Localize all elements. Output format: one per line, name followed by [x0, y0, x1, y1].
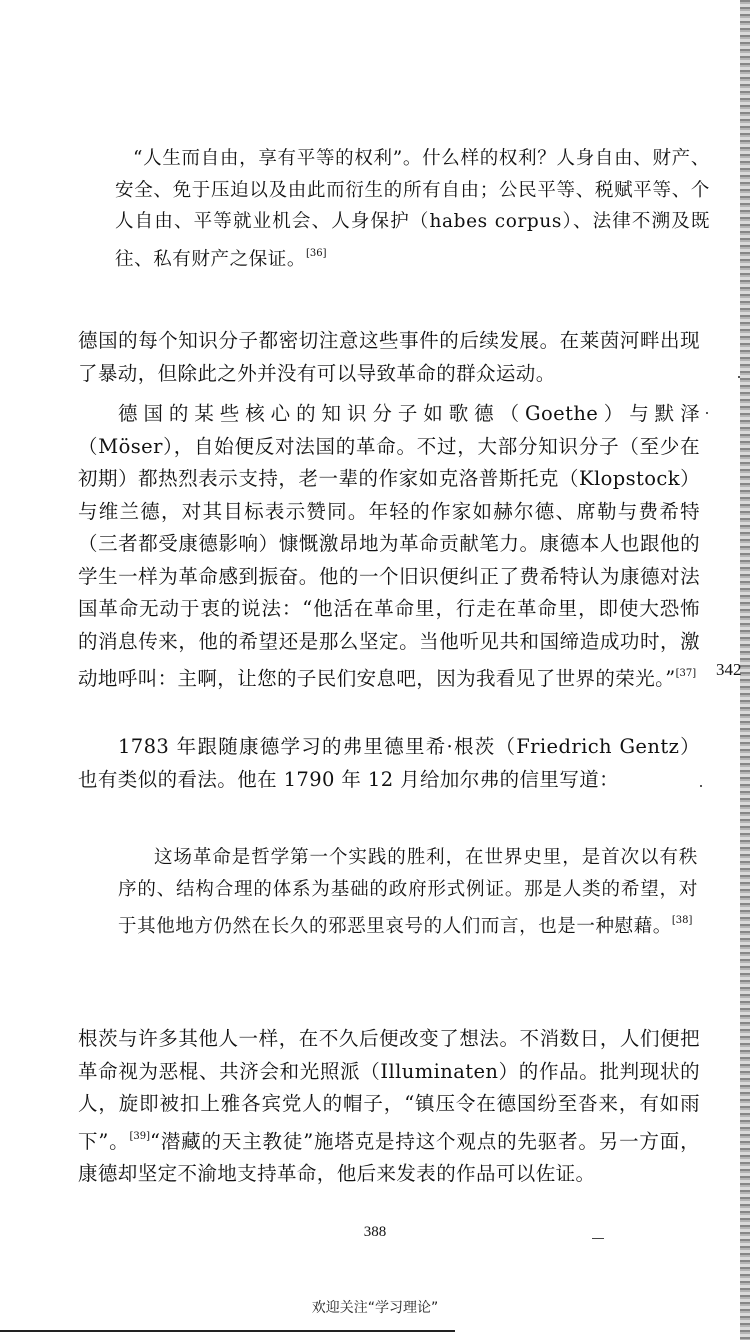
- block-quote-gentz: [118, 842, 698, 943]
- scan-mark: [592, 1238, 604, 1239]
- footnote-ref-38: [38]: [671, 915, 693, 926]
- quote-paragraph: 这场革命是哲学第一个实践的胜利，在世界史里，是首次以有秩序的、结构合理的体系为基础的政府形式例证。那是人类的希望，对于其他地方仍然在长久的邪恶里哀号的人们而言，也是一种慰藉。[38]: [118, 847, 698, 937]
- original-page-number: 342: [716, 660, 742, 679]
- paragraph-german-intellectuals: [78, 325, 700, 390]
- paragraph-text: 德国的每个知识分子都密切注意这些事件的后续发展。在莱茵河畔出现了暴动，但除此之外并没有可以导致革命的群众运动。: [78, 329, 700, 385]
- page-number: 388: [363, 1224, 387, 1240]
- footnote-ref-36: [36]: [306, 247, 327, 259]
- scan-speck: [706, 412, 708, 414]
- block-quote-rights: [115, 143, 710, 275]
- paragraph-text: 德国的某些核心的知识分子如歌德（Goethe）与默泽（Möser），自始便反对法国的革命。不过，大部分知识分子（至少在初期）都热烈表示支持，老一辈的作家如克洛普斯托克（Klopstock）与维兰德，对其目标表示赞同。年轻的作家如赫尔德、席勒与费希特（三者都受康德影响）慷慨激昂地为革命贡献笔力。康德本人也跟他的学生一样为革命感到振奋。他的一个旧识便纠正了费希特认为康德对法国革命无动于衷的说法：“他活在革命里，行走在革命里，即使大恐怖的消息传来，他的希望还是那么坚定。当他听见共和国缔造成功时，激动地呼叫：主啊，让您的子民们安息吧，因为我看见了世界的荣光。”[37]: [78, 402, 700, 690]
- footnote-ref-37: [37]: [675, 668, 697, 679]
- footnote-ref-39: [39]: [129, 1130, 151, 1142]
- scan-edge: [740, 0, 750, 1340]
- paragraph-gentz: [78, 731, 700, 796]
- scan-speck: [738, 376, 740, 378]
- paragraph-text: 1783 年跟随康德学习的弗里德里希·根茨（Friedrich Gentz）也有类似的看法。他在 1790 年 12 月给加尔弗的信里写道：: [78, 735, 700, 791]
- paragraph-change-of-mind: [78, 1023, 700, 1191]
- paragraph-text: 根茨与许多其他人一样，在不久后便改变了想法。不消数日，人们便把革命视为恶棍、共济会和光照派（Illuminaten）的作品。批判现状的人，旋即被扣上雅各宾党人的帽子，“镇压令在德国纷至沓来，有如雨下”。[39]“潜藏的天主教徒”施塔克是持这个观点的先驱者。另一方面，康德却坚定不渝地支持革命，他后来发表的作品可以佐证。: [78, 1027, 701, 1185]
- bottom-rule: [0, 1330, 455, 1332]
- paragraph-kant-response: [78, 398, 700, 696]
- quote-paragraph: “人生而自由，享有平等的权利”。什么样的权利？人身自由、财产、安全、免于压迫以及由此而衍生的所有自由；公民平等、税赋平等、个人自由、平等就业机会、人身保护（habes corpus）、法律不溯及既往、私有财产之保证。[36]: [115, 148, 710, 270]
- footer-note: 欢迎关注“学习理论”: [311, 1300, 439, 1316]
- scan-speck: [700, 785, 702, 787]
